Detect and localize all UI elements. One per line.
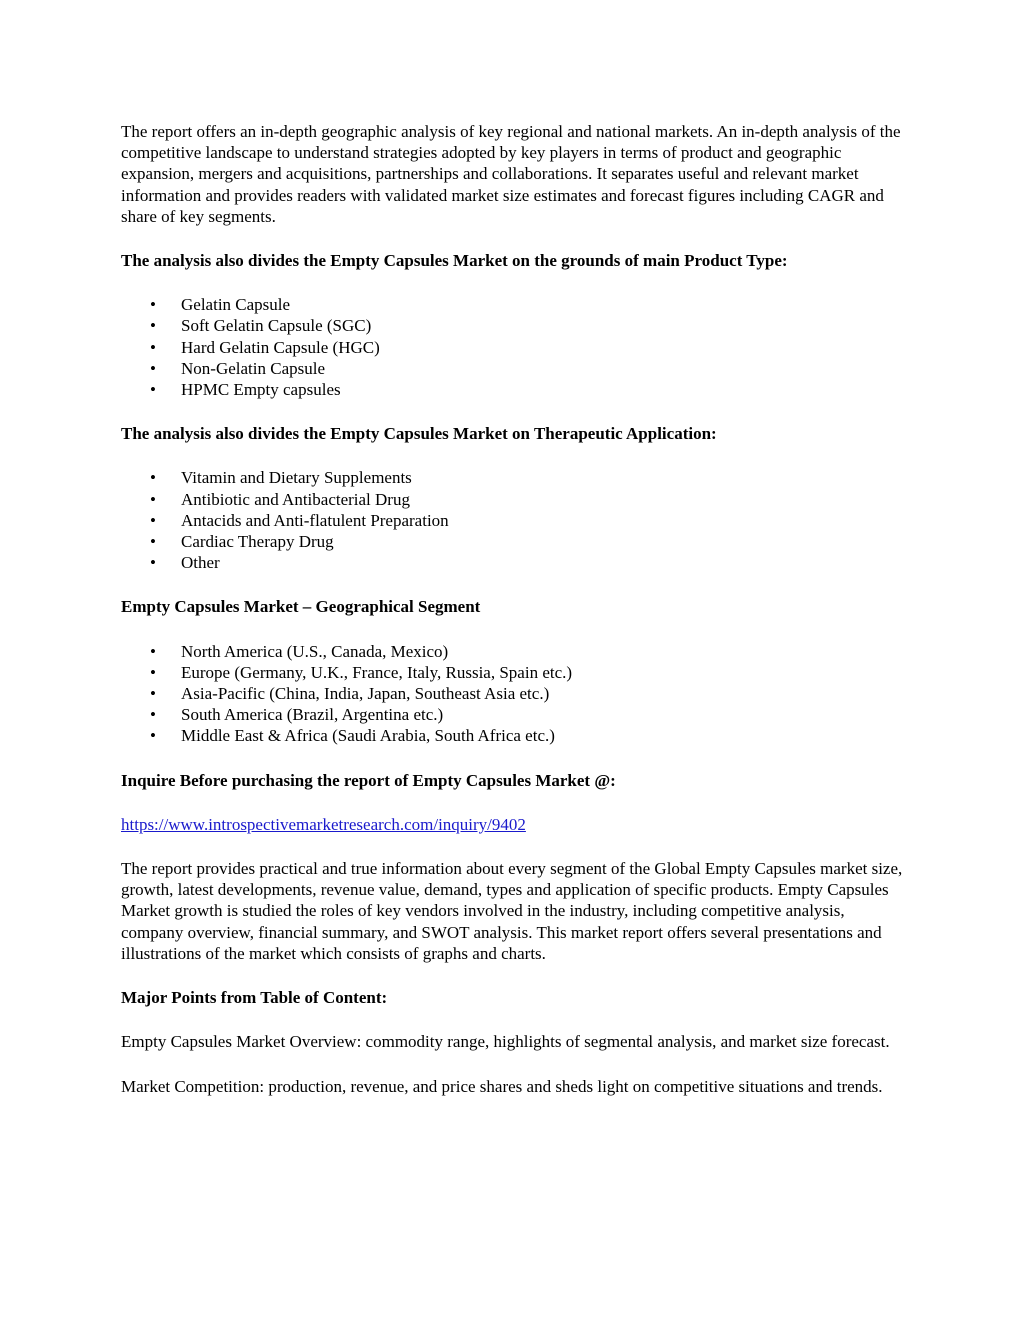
bullet-icon: • [150,468,156,488]
list-item: • Hard Gelatin Capsule (HGC) [150,337,380,357]
bullet-icon: • [150,358,156,378]
bullet-icon: • [150,316,156,336]
toc-paragraph-overview: Empty Capsules Market Overview: commodity range, highlights of segmental analysis, and market size forecast. [121,1032,890,1052]
list-item: • Europe (Germany, U.K., France, Italy, Russia, Spain etc.) [150,662,573,682]
bullet-icon: • [150,532,156,552]
bullet-icon: • [150,705,156,725]
list-item: • HPMC Empty capsules [150,380,341,400]
list-item: • Soft Gelatin Capsule (SGC) [150,316,372,336]
therapeutic-application-list [121,467,906,573]
product-type-heading: The analysis also divides the Empty Capsules Market on the grounds of main Product Type: [121,251,788,271]
list-item: • South America (Brazil, Argentina etc.) [150,705,444,725]
bullet-icon: • [150,489,156,509]
toc-paragraph-competition: Market Competition: production, revenue, and price shares and sheds light on competitive situations and trends. [121,1076,883,1096]
geographical-segment-heading: Empty Capsules Market – Geographical Segment [121,597,481,617]
bullet-icon: • [150,337,156,357]
list-item: • Middle East & Africa (Saudi Arabia, South Africa etc.) [150,726,555,746]
inquiry-heading: Inquire Before purchasing the report of Empty Capsules Market @: [121,770,616,790]
bullet-icon: • [150,662,156,682]
list-item: • Gelatin Capsule [150,295,291,315]
document-page [121,121,906,1120]
list-item: • Vitamin and Dietary Supplements [150,468,412,488]
list-item: • Antacids and Anti-flatulent Preparation [150,510,449,530]
bullet-icon: • [150,380,156,400]
therapeutic-application-heading: The analysis also divides the Empty Capsules Market on Therapeutic Application: [121,424,717,444]
bullet-icon: • [150,295,156,315]
list-item: • Non-Gelatin Capsule [150,358,325,378]
intro-paragraph: The report offers an in-depth geographic analysis of key regional and national markets. An in-depth analysis of the competitive landscape to understand strategies adopted by key players in terms of product and geographic expansion, mergers and acquisitions, partnerships and collaborations. It separates useful and relevant market information and provides readers with validated market size estimates and forecast figures including CAGR and share of key segments. [121,122,901,226]
geographical-segment-list [121,641,906,747]
bullet-icon: • [150,510,156,530]
toc-heading: Major Points from Table of Content: [121,988,388,1008]
inquiry-link-paragraph [121,814,906,835]
bullet-icon: • [150,726,156,746]
bullet-icon: • [150,684,156,704]
list-item: • Asia-Pacific (China, India, Japan, Southeast Asia etc.) [150,684,550,704]
list-item: • Other [150,553,220,573]
inquiry-link[interactable]: https://www.introspectivemarketresearch.com/inquiry/9402 [121,814,526,834]
list-item: • Cardiac Therapy Drug [150,532,334,552]
list-item: • Antibiotic and Antibacterial Drug [150,489,410,509]
bullet-icon: • [150,553,156,573]
list-item: • North America (U.S., Canada, Mexico) [150,641,449,661]
report-paragraph: The report provides practical and true information about every segment of the Global Empty Capsules market size, growth, latest developments, revenue value, demand, types and application of specific products. Empty Capsules Market growth is studied the roles of key vendors involved in the industry, including competitive analysis, company overview, financial summary, and SWOT analysis. This market report offers several presentations and illustrations of the market which consists of graphs and charts. [121,859,903,963]
product-type-list [121,294,906,400]
bullet-icon: • [150,641,156,661]
